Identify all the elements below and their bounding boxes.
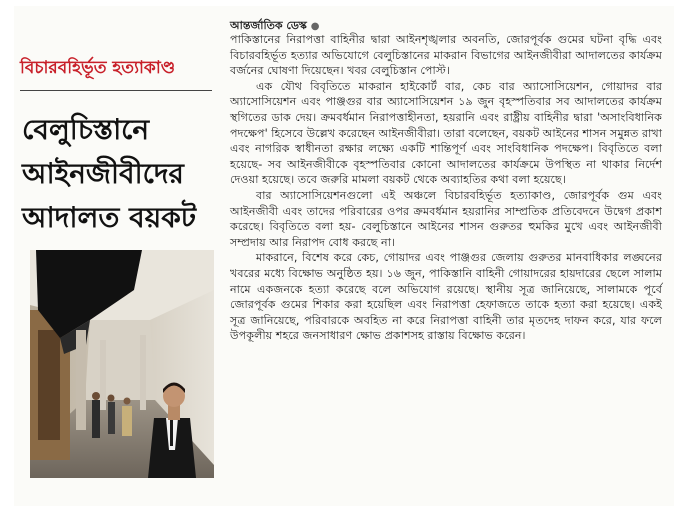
headline-line-2: আইনজীবীদের [22,157,184,190]
bullet-icon: ● [310,21,320,32]
paragraph: মাকরানে, বিশেষ করে কেচ, গোয়াদর এবং পাঞ্জগুর জেলায় গুরুতর মানবাধিকার লঙ্ঘনের খবরের মধ্যে বিক্ষোভ অনুষ্ঠিত হয়। ১৬ জুন, পাকিস্তানি বাহিনী গোয়াদরের হায়দারের ছেলে সালাম নামে একজনকে হত্যা করেছে বলে অভিযোগ রয়েছে। স্থানীয় সূত্র জানিয়েছে, সালামকে পূর্বে জোরপূর্বক গুমের শিকার করা হয়েছিল এবং নিরাপত্তা হেফাজতে তাকে হত্যা করা হয়েছে। একই সূত্র জানিয়েছে, পরিবারকে অবহিত না করে নিরাপত্তা বাহিনী তার মৃতদেহ দাফন করে, যার ফলে উপকূলীয় শহরে জনসাধারণ ক্ষোভ প্রকাশসহ রাস্তায় বিক্ষোভ করেন। [230,251,662,343]
photo-illustration [30,250,214,478]
paragraph: পাকিস্তানের নিরাপত্তা বাহিনীর দ্বারা আইনশৃঙ্খলার অবনতি, জোরপূর্বক গুমের ঘটনা বৃদ্ধি এবং বিচারবহির্ভূত হত্যার অভিযোগে বেলুচিস্তানের মাকরান বিভাগের আইনজীবীরা আদালতের কার্যক্রম বর্জনের ঘোষণা দিয়েছেন। খবর বেলুচিস্তান পোস্ট। [230,33,662,78]
paragraph: বার অ্যাসোসিয়েশনগুলো এই অঞ্চলে বিচারবহির্ভূত হত্যাকাণ্ড, জোরপূর্বক গুম এবং আইনজীবী এবং তাদের পরিবারের ওপর ক্রমবর্ধমান হয়রানির সাম্প্রতিক প্রতিবেদনে উদ্বেগ প্রকাশ করেছে। বিবৃতিতে বলা হয়- বেলুচিস্তানে আইনের শাসন গুরুতর হুমকির মুখে এবং আইনজীবী সম্প্রদায় আর নিরাপদ বোধ করছে না। [230,188,662,249]
article-body [230,32,662,344]
paragraph: এক যৌথ বিবৃতিতে মাকরান হাইকোর্ট বার, কেচ বার অ্যাসোসিয়েশন, গোয়াদর বার অ্যাসোসিয়েশন এবং পাঞ্জগুর বার অ্যাসোসিয়েশন ১৯ জুন বৃহস্পতিবার সব আদালতের কার্যক্রম স্থগিতের ডাক দেয়। ক্রমবর্ধমান নিরাপত্তাহীনতা, হয়রানি এবং রাষ্ট্রীয় বাহিনীর দ্বারা 'অসাংবিধানিক পদক্ষেপ' হিসেবে উল্লেখ করেছেন আইনজীবীরা। তারা বলেছেন, বয়কট আইনের শাসন সমুন্নত রাখা এবং নাগরিক স্বাধীনতা রক্ষার লক্ষ্যে একটি শান্তিপূর্ণ এবং সাংবিধানিক পদক্ষেপ। বিবৃতিতে বলা হয়েছে- সব আইনজীবীকে বৃহস্পতিবার কোনো আদালতের কার্যক্রমে উপস্থিত না থাকার নির্দেশ দেওয়া হয়েছে। তবে জরুরি মামলা বয়কট থেকে অব্যাহতির কথা বলা হয়েছে। [230,79,662,187]
byline-text: আন্তর্জাতিক ডেস্ক [230,19,307,32]
headline-line-1: বেলুচিস্তানে [22,113,150,146]
headline [22,108,212,240]
kicker-divider [20,90,212,91]
headline-line-3: আদালত বয়কট [22,201,197,234]
section-kicker: বিচারবহির্ভূত হত্যাকাণ্ড [20,58,176,78]
news-photo [30,250,214,478]
